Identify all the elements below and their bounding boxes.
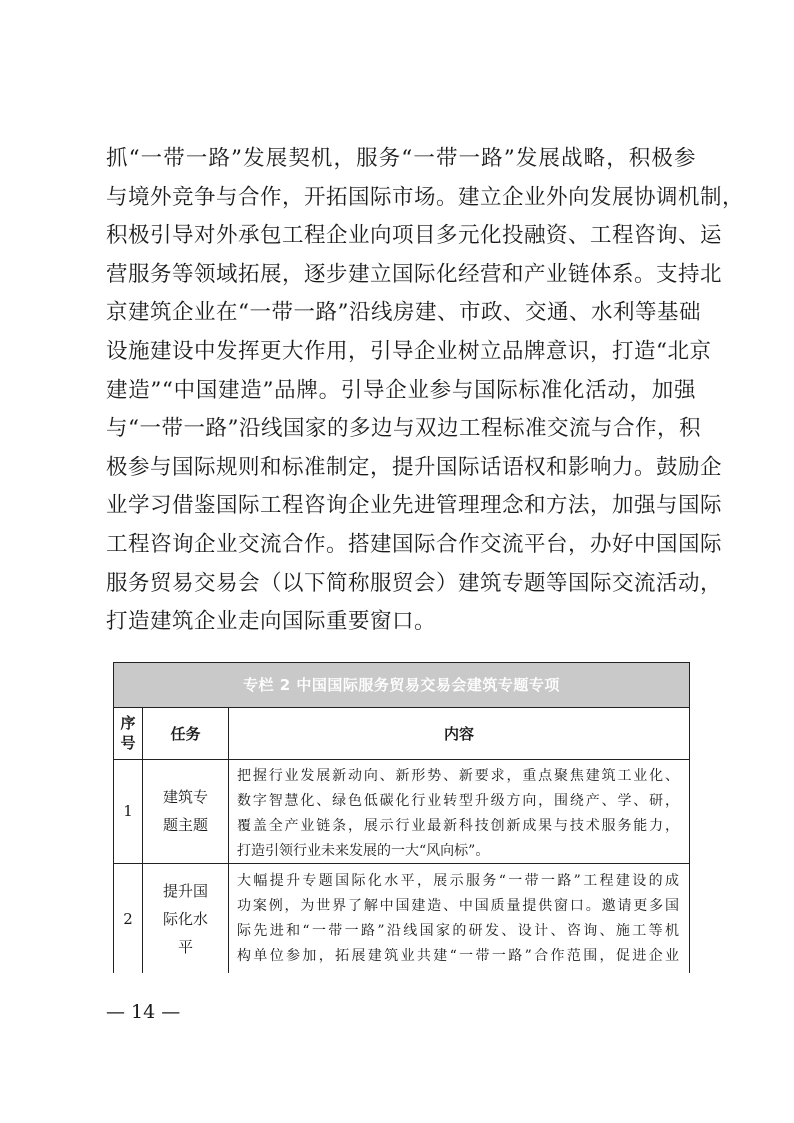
content-line: 覆盖全产业链条，展示行业最新科技创新成果与技术服务能力，	[237, 818, 679, 834]
row-task: 提升国际化水平	[162, 882, 208, 956]
header-seq: 序号	[120, 714, 136, 752]
paragraph-line: 打造建筑企业走向国际重要窗口。	[106, 609, 437, 635]
paragraph-line: 京建筑企业在“一带一路”沿线房建、市政、交通、水利等基础	[106, 300, 701, 326]
content-line: 构单位参加，拓展建筑业共建“一带一路”合作范围，促进企业	[237, 948, 679, 964]
paragraph-line: 与境外竞争与合作，开拓国际市场。建立企业外向发展协调机制，	[106, 184, 745, 210]
row-content	[229, 868, 689, 973]
paragraph-line: 工程咨询企业交流合作。搭建国际合作交流平台，办好中国国际	[106, 532, 723, 557]
content-line: 际先进和“一带一路”沿线国家的研发、设计、咨询、施工等机	[237, 923, 679, 939]
page-number: — 14 —	[106, 1001, 181, 1023]
paragraph-line: 积极引导对外承包工程企业向项目多元化投融资、工程咨询、运	[106, 223, 723, 249]
box-title: 专栏 2 中国国际服务贸易交易会建筑专题专项	[114, 663, 689, 708]
paragraph-line: 抓“一带一路”发展契机，服务“一带一路”发展战略，积极参	[106, 146, 696, 171]
paragraph-line: 与“一带一路”沿线国家的多边与双边工程标准交流与合作，积	[106, 416, 701, 442]
row-seq: 1	[123, 802, 133, 820]
paragraph-line: 业学习借鉴国际工程咨询企业先进管理理念和方法，加强与国际	[106, 493, 723, 519]
row-task: 建筑专题主题	[162, 788, 208, 834]
content-line: 数字智慧化、绿色低碳化行业转型升级方向，围绕产、学、研，	[237, 793, 679, 809]
special-column-box	[113, 662, 690, 973]
paragraph-line: 设施建设中发挥更大作用，引导企业树立品牌意识，打造“北京	[106, 339, 712, 364]
paragraph-line: 营服务等领域拓展，逐步建立国际化经营和产业链体系。支持北	[106, 261, 723, 287]
paragraph-line: 服务贸易交易会（以下简称服贸会）建筑专题等国际交流活动，	[106, 570, 723, 596]
row-content	[229, 763, 689, 863]
content-line: 大幅提升专题国际化水平，展示服务“一带一路”工程建设的成	[237, 873, 679, 889]
row-seq: 2	[123, 910, 133, 928]
header-task: 任务	[170, 724, 201, 743]
content-line: 打造引领行业未来发展的一大“风向标”。	[237, 843, 490, 859]
paragraph-line: 极参与国际规则和标准制定，提升国际话语权和影响力。鼓励企	[106, 454, 723, 480]
paragraph-line: 建造”“中国建造”品牌。引导企业参与国际标准化活动，加强	[106, 377, 696, 403]
content-line: 功案例，为世界了解中国建造、中国质量提供窗口。邀请更多国	[237, 898, 679, 914]
header-content: 内容	[443, 724, 474, 743]
content-line: 把握行业发展新动向、新形势、新要求，重点聚焦建筑工业化、	[237, 768, 679, 784]
